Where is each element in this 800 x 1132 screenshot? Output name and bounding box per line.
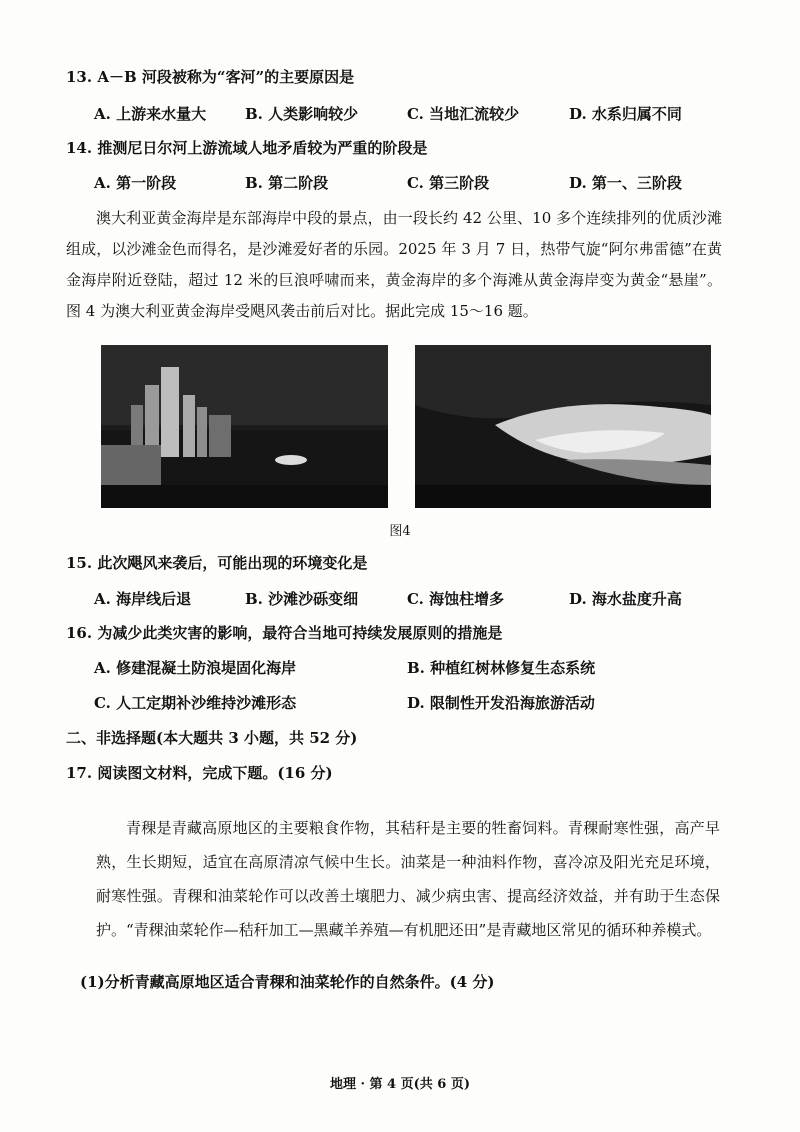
question-16-stem: 16. 为减少此类灾害的影响，最符合当地可持续发展原则的措施是: [66, 624, 503, 642]
option-c: C. 当地汇流较少: [407, 105, 520, 123]
question-13-stem: 13. A－B 河段被称为“客河”的主要原因是: [66, 68, 355, 86]
option-b: B. 人类影响较少: [245, 105, 359, 123]
option-c: C. 海蚀柱增多: [407, 590, 505, 608]
question-17-sub1: (1)分析青藏高原地区适合青稞和油菜轮作的自然条件。(4 分): [80, 973, 495, 991]
page-footer: 地理 · 第 4 页(共 6 页): [329, 1077, 471, 1092]
option-b: B. 沙滩沙砾变细: [245, 590, 359, 608]
option-d: D. 第一、三阶段: [569, 174, 682, 192]
photo-before-hurricane: [101, 345, 388, 508]
option-a: A. 上游来水量大: [94, 105, 207, 123]
question-17-passage: 青稞是青藏高原地区的主要粮食作物，其秸秆是主要的牲畜饲料。青稞耐寒性强，高产早熟，生长期短，适宜在高原清凉气候中生长。油菜是一种油料作物，喜冷凉及阳光充足环境，耐寒性强。青稞和油菜轮作可以改善土壤肥力、减少病虫害、提高经济效益，并有助于生态保护。“青稞油菜轮作—秸秆加工—黑藏羊养殖—有机肥还田”是青藏地区常见的循环种养模式。: [96, 819, 720, 939]
section-2-title: 二、非选择题(本大题共 3 小题，共 52 分): [66, 729, 358, 747]
question-15-stem: 15. 此次飓风来袭后，可能出现的环境变化是: [66, 554, 368, 572]
question-14-stem: 14. 推测尼日尔河上游流域人地矛盾较为严重的阶段是: [66, 139, 428, 157]
passage-gold-coast: 澳大利亚黄金海岸是东部海岸中段的景点，由一段长约 42 公里、10 多个连续排列的优质沙滩组成，以沙滩金色而得名，是沙滩爱好者的乐园。2025 年 3 月 7 日，热带气旋“阿尔弗雷德”在黄金海岸附近登陆，超过 12 米的巨浪呼啸而来，黄金海岸的多个海滩从黄金海岸变为黄金“悬崖”。图 4 为澳大利亚黄金海岸受飓风袭击前后对比。据此完成 15～16 题。: [66, 209, 722, 320]
photo-after-hurricane: [415, 345, 711, 508]
option-b: B. 种植红树林修复生态系统: [407, 659, 596, 677]
question-17-stem: 17. 阅读图文材料，完成下题。(16 分): [66, 764, 333, 782]
option-a: A. 第一阶段: [94, 174, 177, 192]
figure-caption: 图4: [389, 524, 411, 539]
option-c: C. 第三阶段: [407, 174, 490, 192]
option-c: C. 人工定期补沙维持沙滩形态: [94, 694, 297, 712]
option-d: D. 海水盐度升高: [569, 590, 682, 608]
option-b: B. 第二阶段: [245, 174, 329, 192]
option-a: A. 海岸线后退: [94, 590, 192, 608]
option-d: D. 限制性开发沿海旅游活动: [407, 694, 595, 712]
option-d: D. 水系归属不同: [569, 105, 682, 123]
option-a: A. 修建混凝土防浪堤固化海岸: [94, 659, 297, 677]
